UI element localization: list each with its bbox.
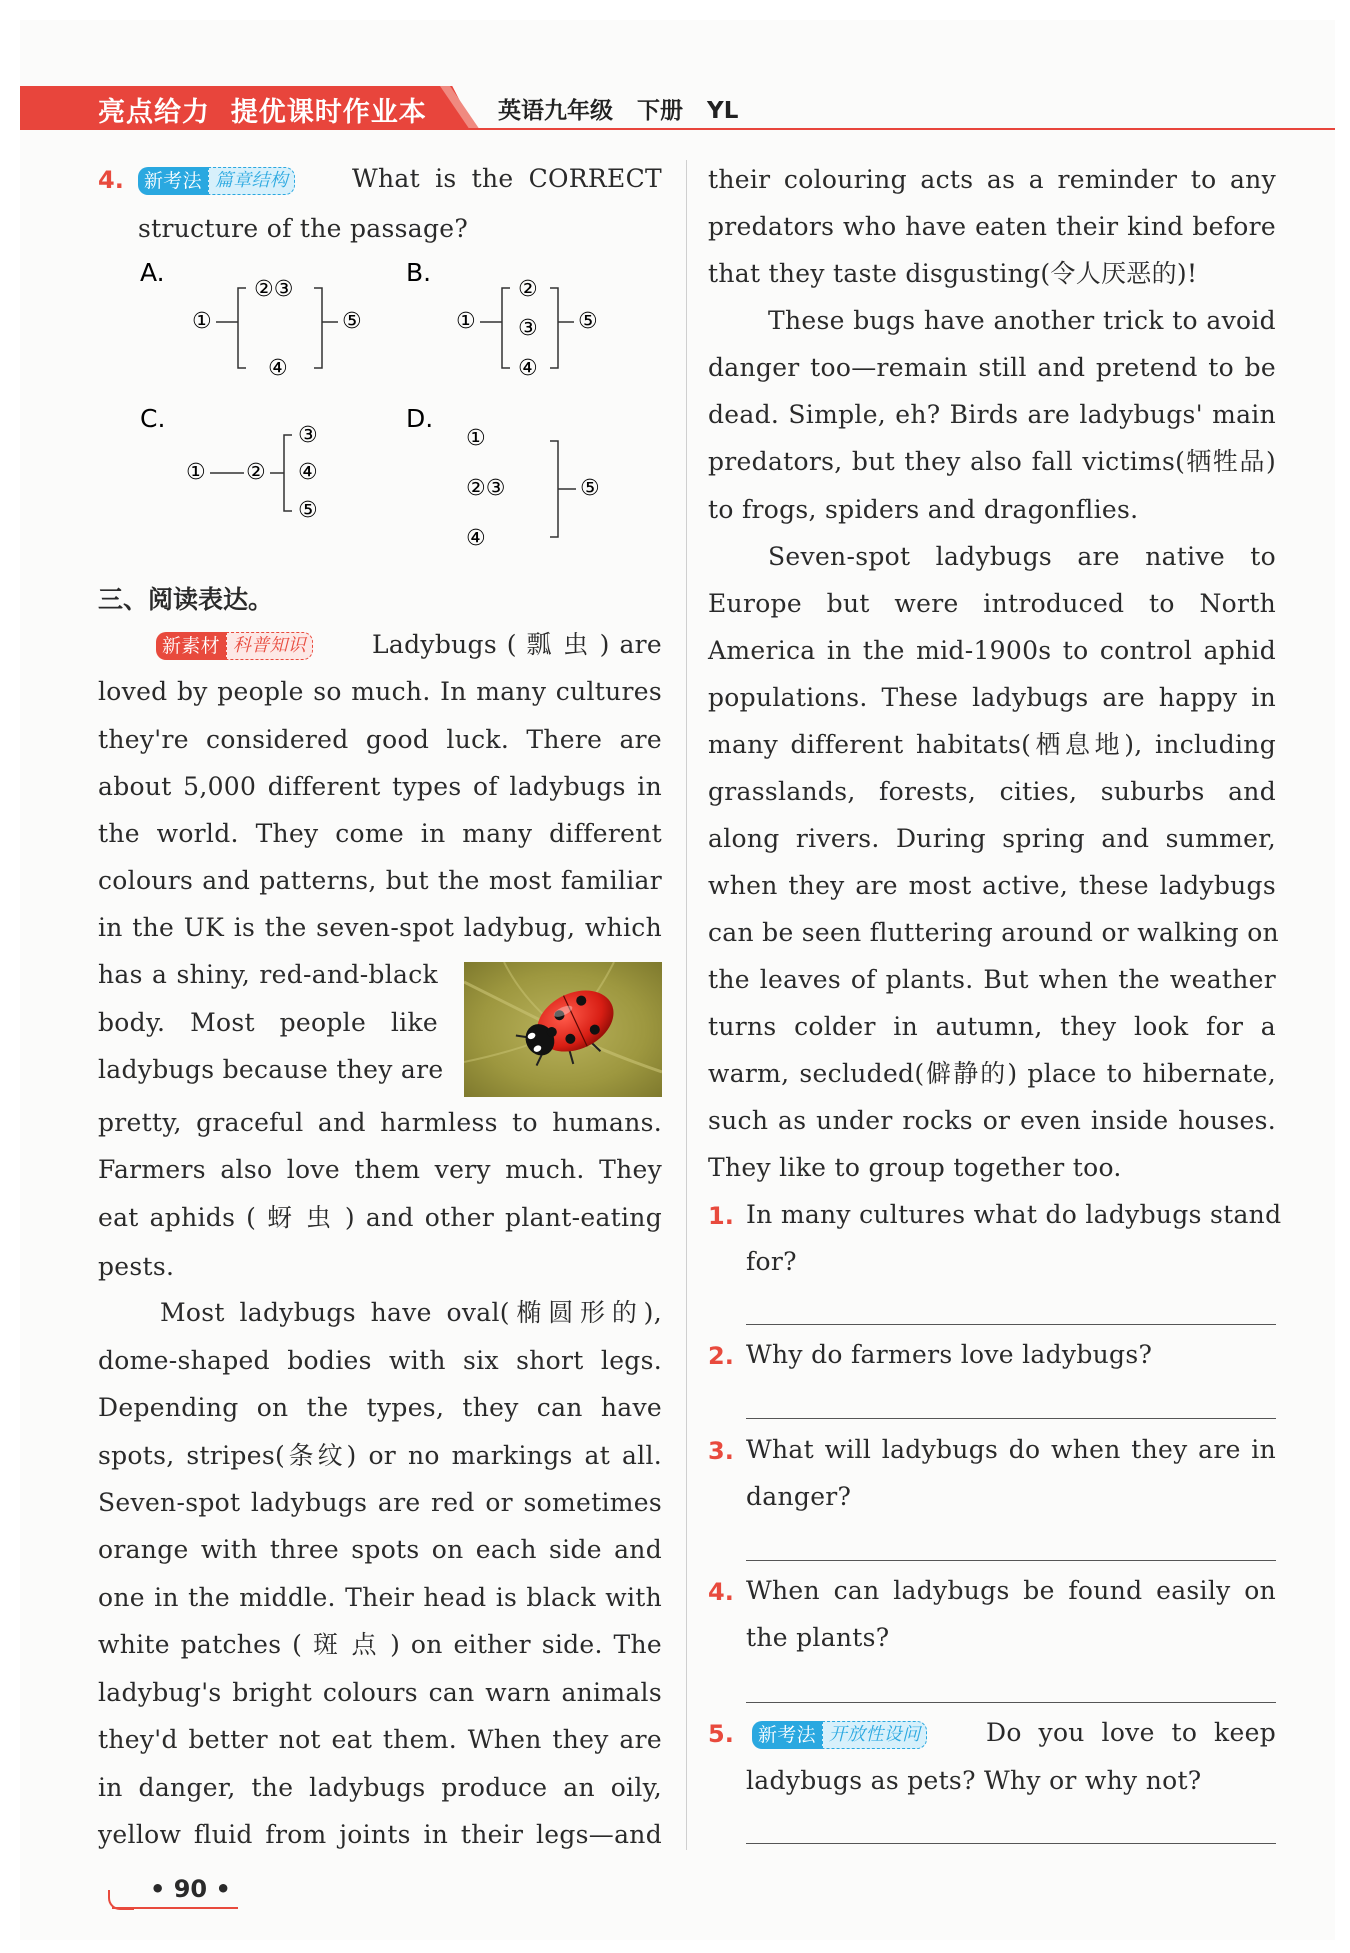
- question-number: 4.: [708, 1578, 734, 1606]
- ladybug-photo: [464, 962, 662, 1097]
- passage-right-line: These bugs have another trick to avoid: [768, 306, 1276, 335]
- passage-left-line: Seven-spot ladybugs are red or sometimes: [98, 1488, 662, 1517]
- tag-new-method: 新考法: [138, 167, 208, 195]
- tag-structure: 篇章结构: [208, 167, 295, 195]
- option-b-node-1: ①: [456, 309, 476, 334]
- option-d-node-1: ①: [466, 426, 486, 451]
- option-c-node-1: ①: [186, 460, 206, 485]
- series-title: 亮点给力 提优课时作业本: [98, 97, 427, 128]
- option-a-node-1: ①: [192, 309, 212, 334]
- q4-top-tags: [138, 164, 295, 195]
- answer-line[interactable]: [746, 1702, 1276, 1703]
- column-divider: [686, 160, 687, 1850]
- passage-right-line: Seven-spot ladybugs are native to: [768, 542, 1276, 571]
- passage-left-line: yellow fluid from joints in their legs—and: [98, 1820, 662, 1849]
- passage-right-line: populations. These ladybugs are happy in: [708, 683, 1276, 712]
- passage-right-line: that they taste disgusting(令人厌恶的)!: [708, 259, 1198, 288]
- passage-left-line: dome-shaped bodies with six short legs.: [98, 1346, 662, 1375]
- option-c-label[interactable]: C.: [140, 404, 166, 433]
- section-title: 三、阅读表达。: [98, 585, 274, 614]
- passage-right-line: turns colder in autumn, they look for a: [708, 1012, 1276, 1041]
- passage-left-line: Ladybugs ( 瓢 虫 ) are: [372, 630, 662, 659]
- passage-left-line: pests.: [98, 1252, 175, 1281]
- passage-right-line: the leaves of plants. But when the weather: [708, 965, 1276, 994]
- option-c-node-4: ④: [298, 460, 318, 485]
- question-number: 5.: [708, 1720, 734, 1748]
- passage-right-line: predators, but they also fall victims(牺牲品): [708, 447, 1276, 476]
- structure-options-diagram: [120, 255, 680, 565]
- option-c-node-2: ②: [246, 460, 266, 485]
- passage-right-line: grasslands, forests, cities, suburbs and: [708, 777, 1276, 806]
- passage-right-line: when they are most active, these ladybugs: [708, 871, 1276, 900]
- passage-left-line: one in the middle. Their head is black with: [98, 1583, 662, 1612]
- passage-left-line: body. Most people like: [98, 1008, 438, 1037]
- passage-left-line: pretty, graceful and harmless to humans.: [98, 1108, 662, 1137]
- option-a-node-4: ④: [268, 356, 288, 381]
- question-text-line1: In many cultures what do ladybugs stand: [746, 1200, 1282, 1229]
- passage-right-line: can be seen fluttering around or walking on: [708, 918, 1279, 947]
- question-text-line2: danger?: [746, 1482, 852, 1511]
- passage-tags: [156, 629, 313, 660]
- passage-left-line: in the UK is the seven-spot ladybug, which: [98, 913, 662, 942]
- passage-right-line: They like to group together too.: [708, 1153, 1122, 1182]
- tag-open-question: 开放性设问: [822, 1721, 928, 1749]
- passage-left-line: they'd better not eat them. When they are: [98, 1725, 662, 1754]
- option-c-node-3: ③: [298, 423, 318, 448]
- passage-left-line: the world. They come in many different: [98, 819, 662, 848]
- option-b-node-5: ⑤: [578, 309, 598, 334]
- passage-left-line: Depending on the types, they can have: [98, 1393, 662, 1422]
- tag-new-material: 新素材: [156, 632, 226, 660]
- passage-left-line: eat aphids ( 蚜 虫 ) and other plant-eating: [98, 1203, 662, 1232]
- option-d-label[interactable]: D.: [406, 404, 434, 433]
- question-text-line1: Why do farmers love ladybugs?: [746, 1340, 1153, 1369]
- passage-right-line: warm, secluded(僻静的) place to hibernate,: [708, 1059, 1276, 1088]
- page-number: • 90 •: [150, 1875, 231, 1903]
- question-number: 1.: [708, 1202, 734, 1230]
- answer-line[interactable]: [746, 1324, 1276, 1325]
- passage-left-line: white patches ( 斑 点 ) on either side. The: [98, 1630, 662, 1659]
- passage-right-line: danger too—remain still and pretend to be: [708, 353, 1276, 382]
- answer-line[interactable]: [746, 1418, 1276, 1419]
- passage-right-line: Europe but were introduced to North: [708, 589, 1276, 618]
- option-c-node-5: ⑤: [298, 498, 318, 523]
- question-text-line1: When can ladybugs be found easily on: [746, 1576, 1276, 1605]
- option-b-label[interactable]: B.: [406, 258, 432, 287]
- q4-top-number: 4.: [98, 166, 124, 194]
- question-number: 2.: [708, 1342, 734, 1370]
- option-a-label[interactable]: A.: [140, 258, 165, 287]
- passage-left-line: in danger, the ladybugs produce an oily,: [98, 1773, 662, 1802]
- passage-left-line: ladybug's bright colours can warn animals: [98, 1678, 662, 1707]
- option-d-node-23: ②③: [466, 476, 506, 501]
- passage-left-line: loved by people so much. In many cultures: [98, 677, 662, 706]
- option-d-node-4: ④: [466, 526, 486, 551]
- passage-right-line: such as under rocks or even inside houses.: [708, 1106, 1276, 1135]
- passage-right-line: to frogs, spiders and dragonflies.: [708, 495, 1139, 524]
- passage-right-line: America in the mid-1900s to control aphid: [708, 636, 1276, 665]
- passage-left-line: has a shiny, red-and-black: [98, 960, 438, 989]
- answer-line[interactable]: [746, 1560, 1276, 1561]
- passage-right-line: along rivers. During spring and summer,: [708, 824, 1276, 853]
- tag-new-method: 新考法: [752, 1721, 822, 1749]
- passage-left-line: spots, stripes(条纹) or no markings at all.: [98, 1441, 662, 1470]
- q4-top-line1: What is the CORRECT: [352, 164, 662, 193]
- passage-right-line: dead. Simple, eh? Birds are ladybugs' main: [708, 400, 1276, 429]
- passage-right-line: predators who have eaten their kind before: [708, 212, 1276, 241]
- question-text-line1: What will ladybugs do when they are in: [746, 1435, 1276, 1464]
- option-b-node-2: ②: [518, 277, 538, 302]
- answer-line[interactable]: [746, 1843, 1276, 1844]
- passage-right-line: many different habitats(栖息地), including: [708, 730, 1276, 759]
- header-rule: [20, 128, 1335, 130]
- question-text-line2: the plants?: [746, 1623, 890, 1652]
- tag-science: 科普知识: [226, 632, 313, 660]
- passage-left-line: orange with three spots on each side and: [98, 1535, 662, 1564]
- passage-right-line: their colouring acts as a reminder to any: [708, 165, 1276, 194]
- passage-left-line: about 5,000 different types of ladybugs in: [98, 772, 662, 801]
- question-text-line2: ladybugs as pets? Why or why not?: [746, 1766, 1202, 1795]
- q4-top-line2: structure of the passage?: [138, 214, 469, 243]
- question-text-line1: Do you love to keep: [986, 1718, 1276, 1747]
- question-number: 3.: [708, 1437, 734, 1465]
- option-d-node-5: ⑤: [580, 476, 600, 501]
- option-a-node-23: ②③: [254, 277, 294, 302]
- page-number-rule: [112, 1907, 238, 1909]
- passage-left-line: they're considered good luck. There are: [98, 725, 662, 754]
- question-text-line2: for?: [746, 1247, 797, 1276]
- passage-left-line: Most ladybugs have oval(椭圆形的),: [160, 1298, 662, 1327]
- book-info: 英语九年级 下册 YL: [498, 98, 739, 124]
- option-a-node-5: ⑤: [342, 309, 362, 334]
- option-b-node-4: ④: [518, 356, 538, 381]
- option-b-node-3: ③: [518, 316, 538, 341]
- passage-left-line: ladybugs because they are: [98, 1055, 444, 1084]
- question-tags: [752, 1718, 927, 1749]
- passage-left-line: Farmers also love them very much. They: [98, 1155, 662, 1184]
- passage-left-line: colours and patterns, but the most familiar: [98, 866, 662, 895]
